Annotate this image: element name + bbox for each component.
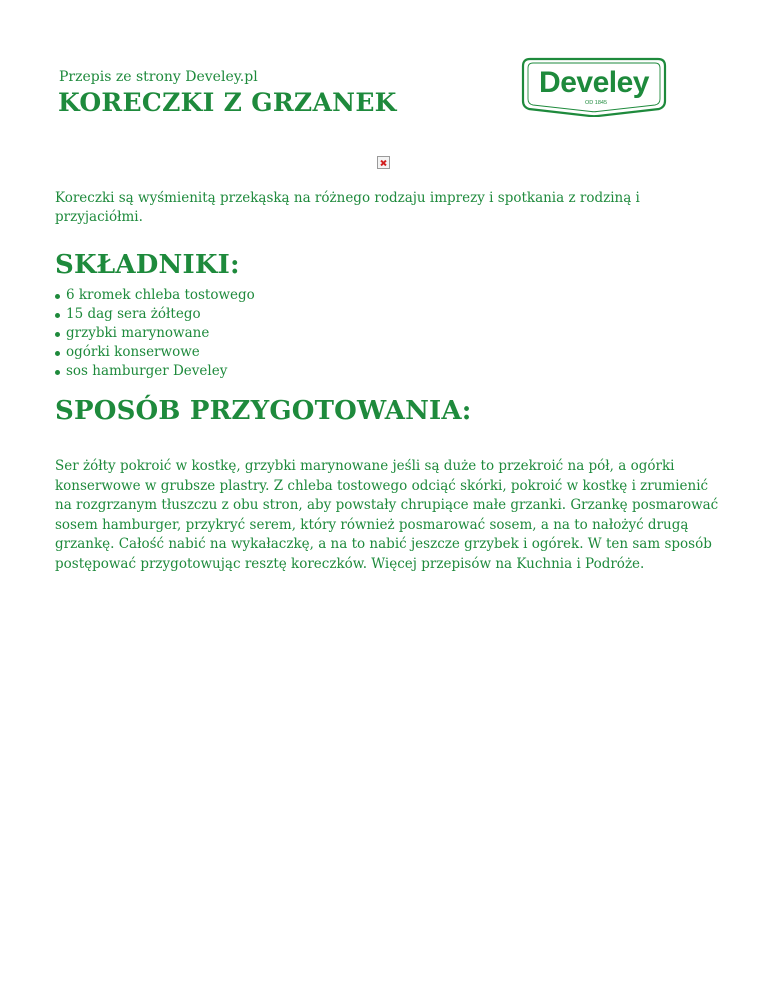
list-item: [55, 305, 255, 324]
ingredient-text: 15 dag sera żółtego: [66, 306, 201, 322]
develey-logo: [520, 55, 668, 117]
list-item: [55, 286, 255, 305]
method-text: Ser żółty pokroić w kostkę, grzybki marynowane jeśli są duże to przekroić na pół, a ogórki konserwowe w grubsze plastry. Z chleba tostowego odciąć skórki, pokroić w kostkę i zrumienić na rozgrzanym tłuszczu z obu stron, aby powstały chrupiące małe grzanki. Grzankę posmarować sosem hamburger, przykryć serem, który również posmarować sosem, a na to nałożyć drugą grzankę. Całość nabić na wykałaczkę, a na to nabić jeszcze grzybek i ogórek. W ten sam sposób postępować przygotowując resztę koreczków. Więcej przepisów na Kuchnia i Podróże.: [55, 458, 719, 572]
logo-brand: Develey: [539, 66, 649, 99]
bullet-icon: [55, 294, 60, 299]
page-title: KORECZKI Z GRZANEK: [58, 88, 397, 117]
logo-tagline: OD 1845: [584, 100, 608, 106]
list-item: [55, 324, 255, 343]
bullet-icon: [55, 351, 60, 356]
intro-text: Koreczki są wyśmienitą przekąską na różnego rodzaju imprezy i spotkania z rodziną i przyjaciółmi.: [55, 190, 640, 225]
list-item: [55, 362, 255, 381]
ingredient-text: ogórki konserwowe: [66, 344, 200, 360]
bullet-icon: [55, 370, 60, 375]
bullet-icon: [55, 332, 60, 337]
ingredient-text: sos hamburger Develey: [66, 363, 228, 379]
broken-image-icon: [377, 156, 390, 169]
list-item: [55, 343, 255, 362]
bullet-icon: [55, 313, 60, 318]
ingredients-heading: SKŁADNIKI:: [55, 250, 240, 280]
method-heading: SPOSÓB PRZYGOTOWANIA:: [55, 396, 472, 426]
source-line: Przepis ze strony Develey.pl: [59, 69, 258, 85]
ingredients-list: [55, 286, 255, 381]
ingredient-text: grzybki marynowane: [66, 325, 210, 341]
ingredient-text: 6 kromek chleba tostowego: [66, 287, 255, 303]
